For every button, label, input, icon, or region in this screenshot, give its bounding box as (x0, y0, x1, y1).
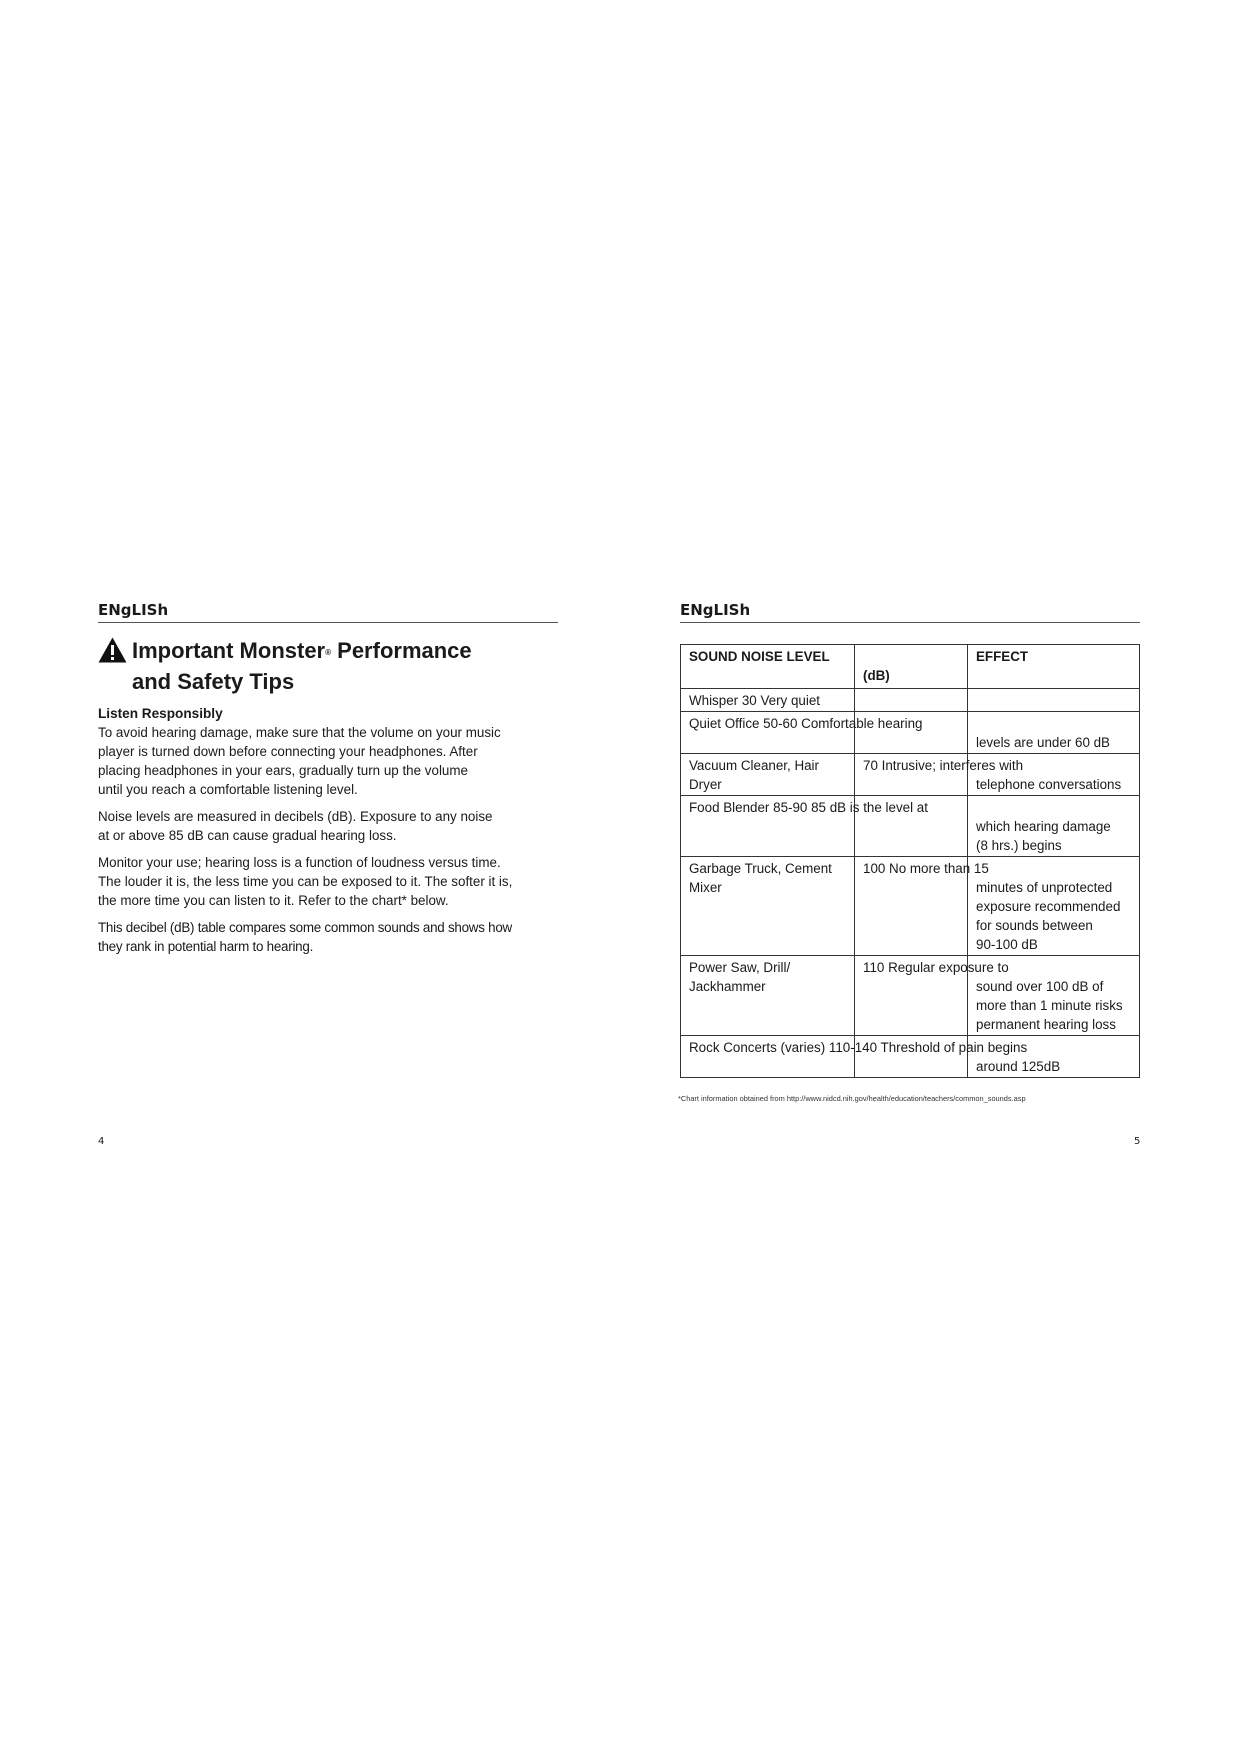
table-cell (968, 712, 1140, 754)
cell-text: more than 1 minute risks (976, 998, 1123, 1013)
table-cell (855, 754, 1024, 796)
cell-text: Quiet Office 50-60 Comfortable hearing (689, 716, 923, 731)
language-label-left: ENgLISh (98, 600, 558, 623)
registered-mark: ® (325, 648, 332, 657)
cell-text: (8 hrs.) begins (976, 838, 1062, 853)
cell-text: Food Blender 85-90 85 dB is the level at (689, 800, 928, 815)
text-line: at or above 85 dB can cause gradual hearing loss. (98, 828, 397, 843)
cell-text: around 125dB (976, 1059, 1061, 1074)
table-row (681, 689, 1140, 712)
text-line: until you reach a comfortable listening level. (98, 782, 358, 797)
table-row (681, 956, 1140, 1036)
header-sound-noise-level: SOUND NOISE LEVEL (681, 645, 855, 689)
text-line: they rank in potential harm to hearing. (98, 939, 314, 954)
cell-text: exposure recommended (976, 899, 1121, 914)
table-cell (968, 796, 1140, 857)
table-row (681, 796, 1140, 857)
text-line: the more time you can listen to it. Refer to the chart* below. (98, 893, 449, 908)
table-cell (968, 857, 1140, 956)
table-cell (855, 956, 1009, 1036)
cell-text: Rock Concerts (varies) 110-140 Threshold of pain begins (689, 1040, 1028, 1055)
header-effect: EFFECT (968, 645, 1140, 689)
subheading: Listen Responsibly (98, 706, 223, 721)
table-body (681, 689, 1140, 1078)
cell-text: permanent hearing loss (976, 1017, 1116, 1032)
warning-triangle-icon (98, 637, 127, 663)
page-number-right: 5 (1134, 1136, 1141, 1147)
cell-text: Jackhammer (689, 979, 766, 994)
paragraph-2 (98, 807, 558, 845)
table-cell (681, 689, 855, 712)
cell-text: Garbage Truck, Cement (689, 861, 832, 876)
cell-text: Mixer (689, 880, 722, 895)
cell-text: 100 No more than 15 (863, 861, 989, 876)
text-line: The louder it is, the less time you can be exposed to it. The softer it is, (98, 874, 513, 889)
paragraph-1 (98, 723, 558, 799)
paragraph-4 (98, 918, 558, 956)
table-cell (681, 796, 928, 857)
table-cell (681, 857, 855, 956)
table-cell (968, 689, 1140, 712)
chart-footnote: *Chart information obtained from http://www.nidcd.nih.gov/health/education/teachers/common_sounds.asp (678, 1094, 1026, 1103)
section-heading (98, 636, 558, 696)
cell-text: minutes of unprotected (976, 880, 1113, 895)
cell-text: telephone conversations (976, 777, 1122, 792)
heading-text-1: Important Monster (132, 638, 326, 663)
table-row (681, 857, 1140, 956)
cell-text: Vacuum Cleaner, Hair (689, 758, 819, 773)
body-text (98, 704, 558, 964)
text-line: player is turned down before connecting your headphones. After (98, 744, 478, 759)
decibel-table (680, 644, 1140, 1078)
cell-text: sound over 100 dB of (976, 979, 1104, 994)
cell-text: Power Saw, Drill/ (689, 960, 791, 975)
header-db (855, 645, 968, 689)
table-header-row (681, 645, 1140, 689)
table-row (681, 754, 1140, 796)
table-cell (681, 754, 855, 796)
text-line: This decibel (dB) table compares some common sounds and shows how (98, 920, 512, 935)
table-row (681, 712, 1140, 754)
page-number-left: 4 (98, 1136, 105, 1147)
cell-text: which hearing damage (976, 819, 1111, 834)
cell-text: 90-100 dB (976, 937, 1038, 952)
language-label-right: ENgLISh (680, 600, 1140, 623)
table-cell (855, 857, 989, 956)
text-line: placing headphones in your ears, gradually turn up the volume (98, 763, 468, 778)
cell-text: levels are under 60 dB (976, 735, 1110, 750)
cell-text: Dryer (689, 777, 722, 792)
text-line: Noise levels are measured in decibels (dB). Exposure to any noise (98, 809, 493, 824)
table-cell (855, 689, 968, 712)
table-cell (681, 956, 855, 1036)
cell-text: 110 Regular exposure to (863, 960, 1009, 975)
cell-text: Whisper 30 Very quiet (689, 693, 820, 708)
text-line: Monitor your use; hearing loss is a function of loudness versus time. (98, 855, 501, 870)
header-db-label: (dB) (863, 668, 890, 683)
heading-text-2: and Safety Tips (132, 669, 295, 694)
heading-text-1b: Performance (331, 638, 472, 663)
paragraph-3 (98, 853, 558, 910)
table-cell (681, 712, 923, 754)
text-line: To avoid hearing damage, make sure that the volume on your music (98, 725, 501, 740)
cell-text: 70 Intrusive; interferes with (863, 758, 1024, 773)
table-row (681, 1036, 1140, 1078)
cell-text: for sounds between (976, 918, 1093, 933)
